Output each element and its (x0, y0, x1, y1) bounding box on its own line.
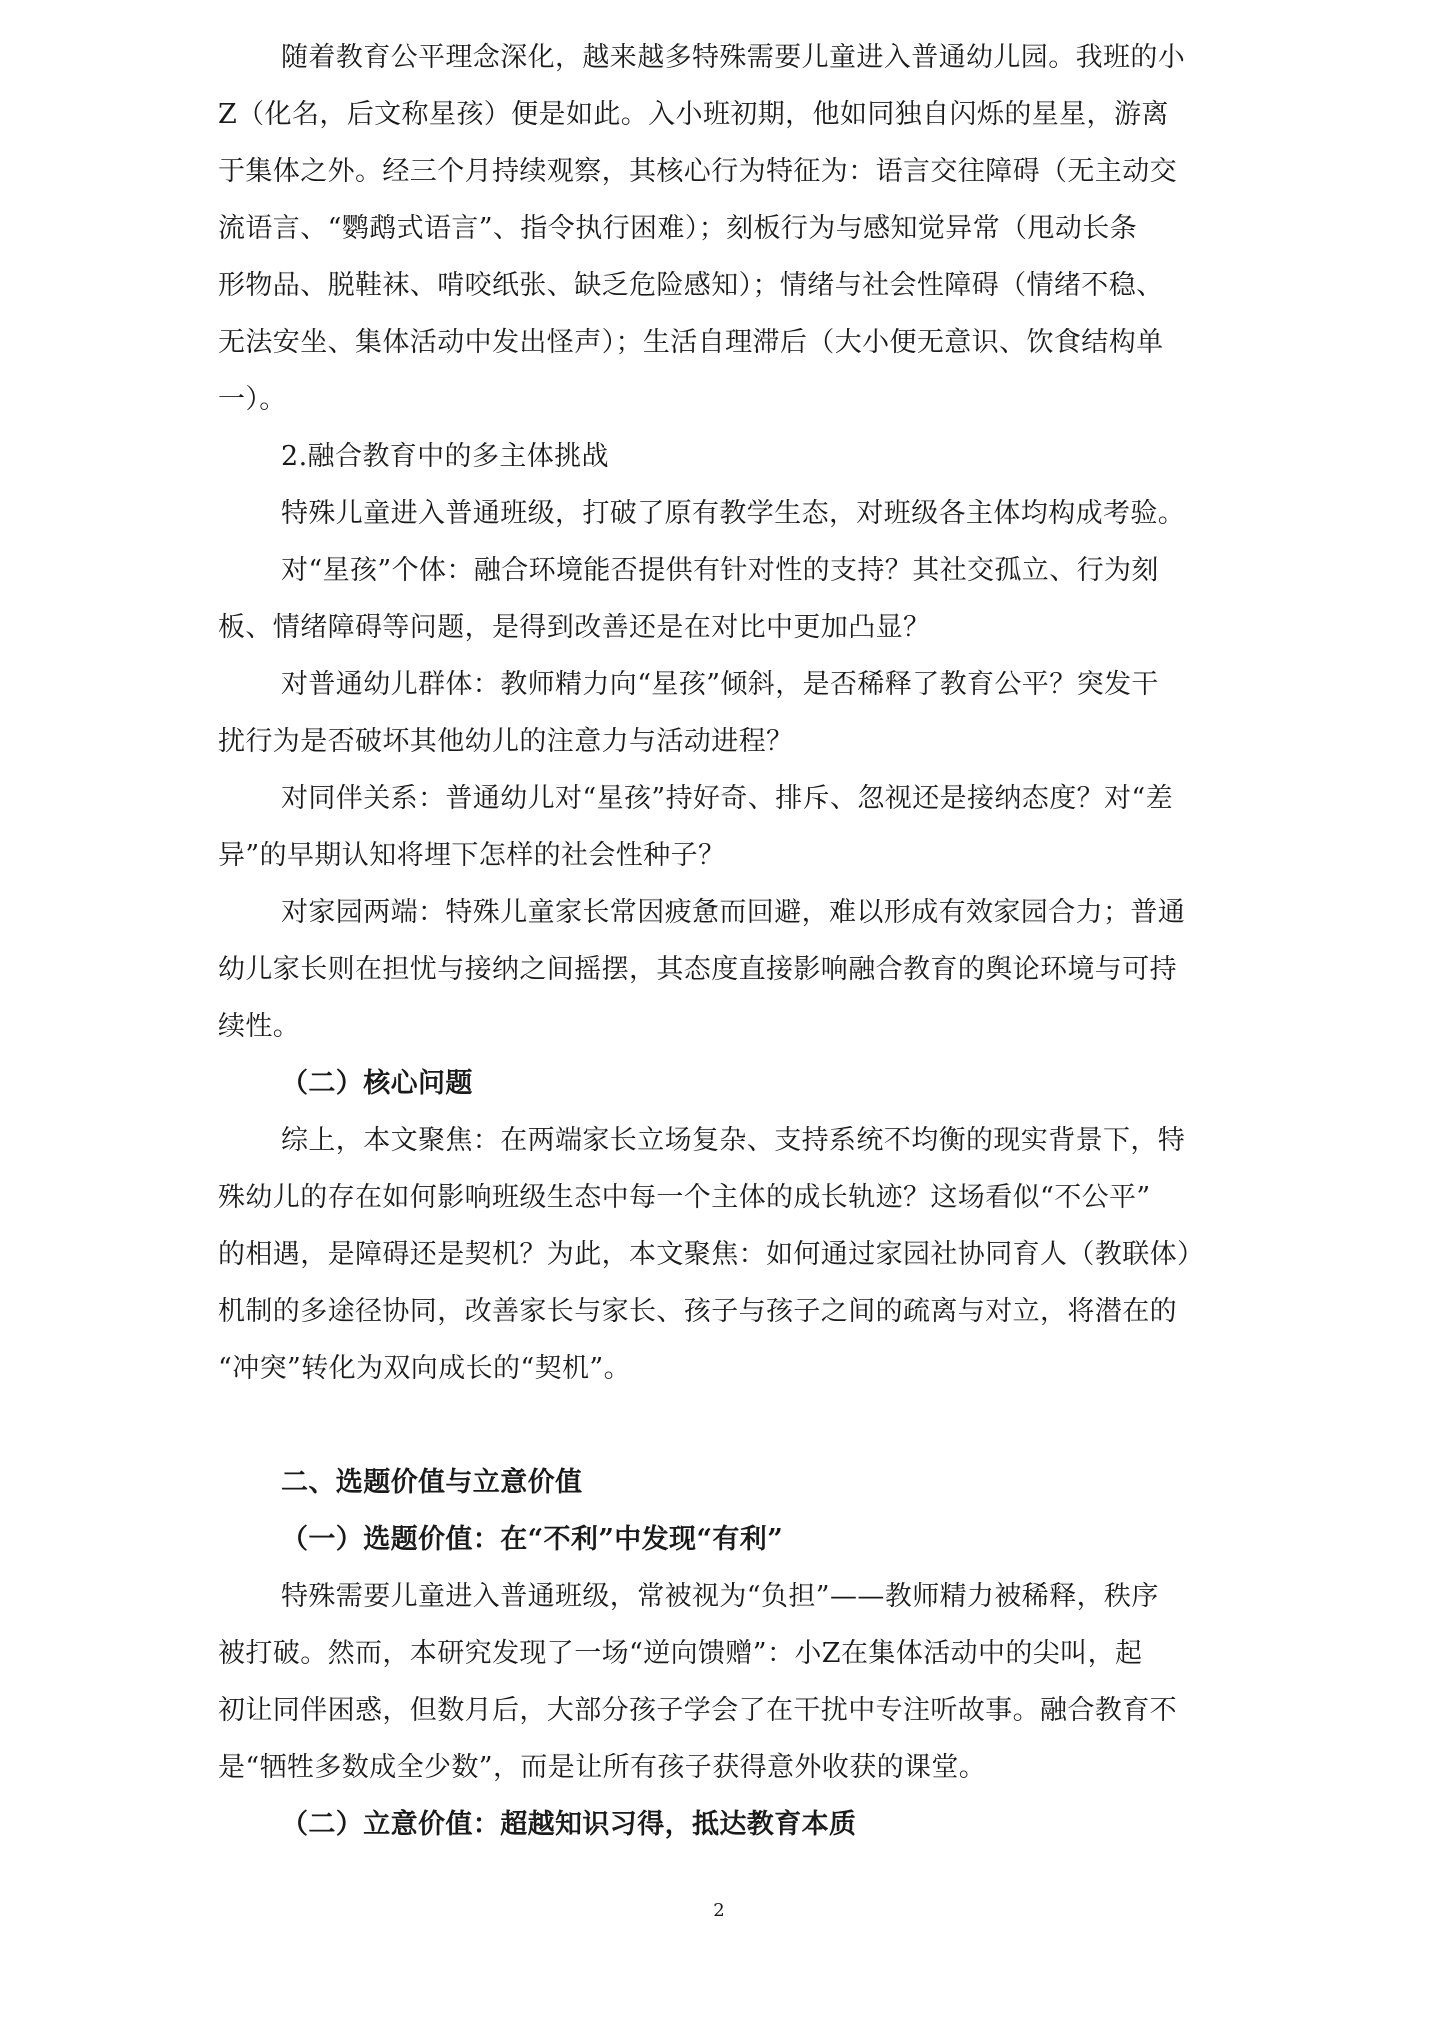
paragraph-line: 流语言、“鹦鹉式语言”、指令执行困难）；刻板行为与感知觉异常（甩动长条 (218, 213, 1138, 244)
paragraph-line: 扰行为是否破坏其他幼儿的注意力与活动进程？ (218, 726, 794, 757)
paragraph-line: 幼儿家长则在担忧与接纳之间摇摆，其态度直接影响融合教育的舆论环境与可持 (218, 954, 1177, 985)
paragraph-line: 一）。 (218, 384, 287, 415)
paragraph-line: 对同伴关系：普通幼儿对“星孩”持好奇、排斥、忽视还是接纳态度？对“差 (281, 783, 1174, 814)
page-number: 2 (713, 1900, 725, 1921)
paragraph-line: 随着教育公平理念深化，越来越多特殊需要儿童进入普通幼儿园。我班的小 (281, 42, 1186, 73)
paragraph-line: 板、情绪障碍等问题，是得到改善还是在对比中更加凸显？ (218, 612, 931, 643)
paragraph-line: 对家园两端：特殊儿童家长常因疲惫而回避，难以形成有效家园合力；普通 (281, 897, 1186, 928)
paragraph-line: 无法安坐、集体活动中发出怪声）；生活自理滞后（大小便无意识、饮食结构单 (218, 327, 1164, 358)
paragraph-line: 是“牺牲多数成全少数”，而是让所有孩子获得意外收获的课堂。 (218, 1752, 987, 1783)
paragraph-line: 初让同伴困惑，但数月后，大部分孩子学会了在干扰中专注听故事。融合教育不 (218, 1695, 1177, 1726)
paragraph-line: 续性。 (218, 1011, 301, 1042)
paragraph-line: 特殊需要儿童进入普通班级，常被视为“负担”——教师精力被稀释，秩序 (281, 1581, 1159, 1612)
paragraph-line: 对“星孩”个体：融合环境能否提供有针对性的支持？其社交孤立、行为刻 (281, 555, 1159, 586)
paragraph-line: 综上，本文聚焦：在两端家长立场复杂、支持系统不均衡的现实背景下，特 (281, 1125, 1186, 1156)
paragraph-line: Z（化名，后文称星孩）便是如此。入小班初期，他如同独自闪烁的星星，游离 (218, 99, 1169, 130)
paragraph-line: “冲突”转化为双向成长的“契机”。 (218, 1353, 632, 1384)
section-heading: （二）核心问题 (281, 1068, 473, 1099)
paragraph-line: 对普通幼儿群体：教师精力向“星孩”倾斜，是否稀释了教育公平？突发干 (281, 669, 1159, 700)
paragraph-line: 特殊儿童进入普通班级，打破了原有教学生态，对班级各主体均构成考验。 (281, 498, 1186, 529)
section-heading: （二）立意价值：超越知识习得，抵达教育本质 (281, 1809, 857, 1840)
paragraph-line: 于集体之外。经三个月持续观察，其核心行为特征为：语言交往障碍（无主动交 (218, 156, 1177, 187)
chapter-heading: 二、选题价值与立意价值 (281, 1467, 583, 1498)
paragraph-line: 殊幼儿的存在如何影响班级生态中每一个主体的成长轨迹？这场看似“不公平” (218, 1182, 1151, 1213)
paragraph-line: 的相遇，是障碍还是契机？为此，本文聚焦：如何通过家园社协同育人（教联体） (218, 1239, 1205, 1270)
paragraph-line: 异”的早期认知将埋下怎样的社会性种子？ (218, 840, 726, 871)
paragraph-line: 机制的多途径协同，改善家长与家长、孩子与孩子之间的疏离与对立，将潜在的 (218, 1296, 1177, 1327)
paragraph-line: 被打破。然而，本研究发现了一场“逆向馈赠”：小Z在集体活动中的尖叫，起 (218, 1638, 1143, 1669)
paragraph-line: 形物品、脱鞋袜、啃咬纸张、缺乏危险感知）；情绪与社会性障碍（情绪不稳、 (218, 270, 1164, 301)
section-heading: （一）选题价值：在“不利”中发现“有利” (281, 1524, 784, 1555)
subsection-title: 2.融合教育中的多主体挑战 (281, 441, 609, 472)
